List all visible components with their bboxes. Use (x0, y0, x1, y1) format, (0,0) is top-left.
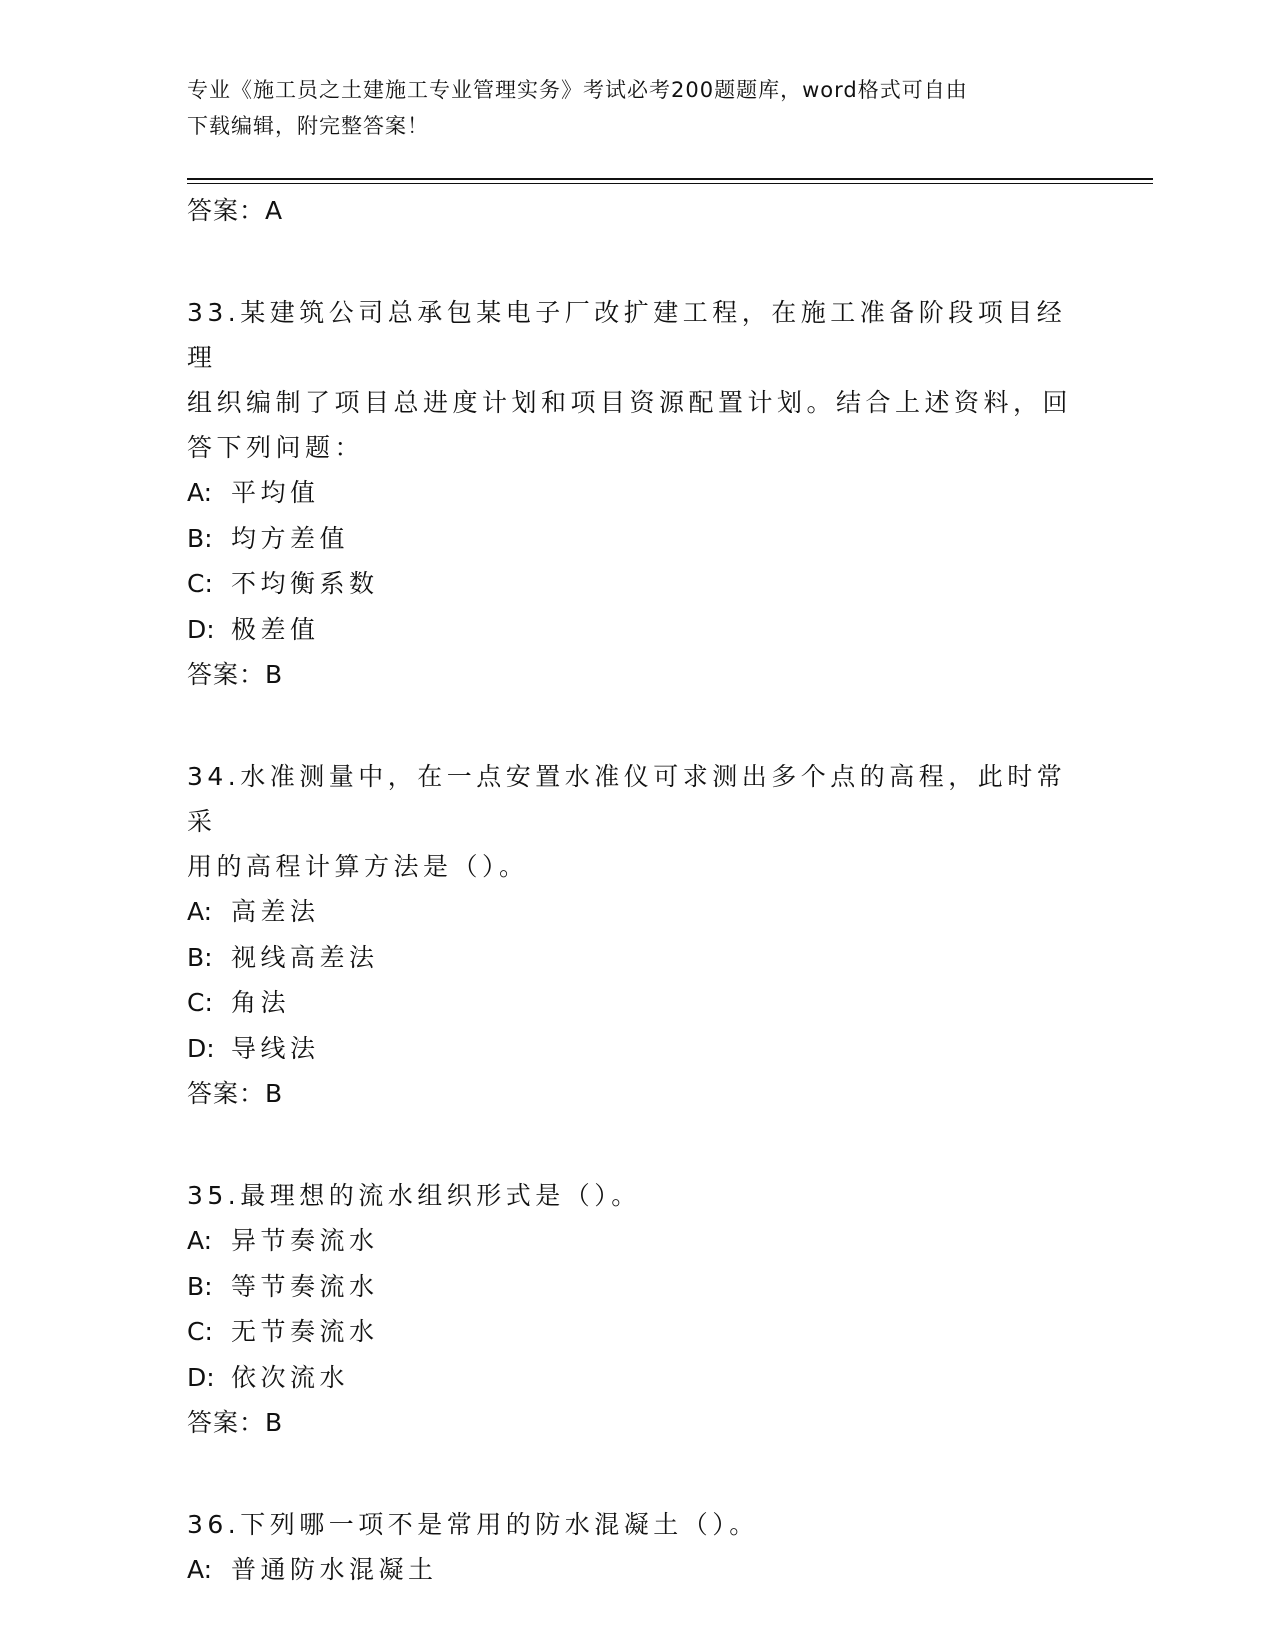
question-stem (187, 1173, 1087, 1218)
question-list (187, 188, 1087, 1593)
option-d (187, 1355, 1087, 1401)
answer-line: 答案：B (187, 660, 284, 689)
option-a (187, 889, 1087, 935)
option-label: B: (187, 523, 213, 553)
option-label: C: (187, 1317, 213, 1346)
option-text: 依次流水 (231, 1362, 350, 1392)
question-line: 组织编制了项目总进度计划和项目资源配置计划。结合上述资料，回 (187, 388, 1073, 417)
option-label: C: (187, 569, 213, 598)
option-text: 平均值 (231, 478, 320, 507)
option-text: 无节奏流水 (231, 1317, 379, 1346)
answer-line: 答案：B (187, 1408, 284, 1437)
question-stem (187, 754, 1087, 889)
option-text: 均方差值 (231, 523, 350, 553)
option-b (187, 935, 1087, 981)
option-label: A: (187, 478, 213, 507)
option-b (187, 516, 1087, 562)
option-label: D: (187, 1362, 215, 1392)
option-c (187, 980, 1087, 1026)
option-text: 不均衡系数 (231, 569, 379, 598)
option-text: 异节奏流水 (231, 1226, 379, 1255)
option-text: 导线法 (231, 1033, 320, 1063)
option-a (187, 1218, 1087, 1264)
option-d (187, 1026, 1087, 1072)
option-c (187, 561, 1087, 607)
option-text: 极差值 (231, 614, 320, 644)
header-divider-thick (187, 178, 1153, 180)
header-divider-thin (187, 183, 1153, 184)
question-line: 36.下列哪一项不是常用的防水混凝土（）。 (187, 1510, 759, 1539)
option-a (187, 1547, 1087, 1593)
option-text: 等节奏流水 (231, 1271, 379, 1301)
question-line: 33.某建筑公司总承包某电子厂改扩建工程，在施工准备阶段项目经理 (187, 298, 1067, 372)
option-label: D: (187, 614, 215, 644)
option-text: 普通防水混凝土 (231, 1555, 438, 1584)
option-label: A: (187, 1226, 213, 1255)
option-label: B: (187, 942, 213, 972)
option-label: B: (187, 1271, 213, 1301)
question-line: 用的高程计算方法是（）。 (187, 852, 529, 881)
option-d (187, 607, 1087, 653)
document-header (187, 72, 1067, 144)
header-line-1: 专业《施工员之土建施工专业管理实务》考试必考200题题库，word格式可自由 (187, 78, 968, 102)
header-line-2: 下载编辑，附完整答案！ (187, 114, 429, 138)
answer-line: 答案：B (187, 1079, 284, 1108)
option-label: D: (187, 1033, 215, 1063)
answer-line: 答案：A (187, 196, 284, 225)
question-block (187, 290, 1087, 698)
question-block (187, 1173, 1087, 1446)
option-c (187, 1309, 1087, 1355)
question-block (187, 1502, 1087, 1593)
question-line: 答下列问题： (187, 433, 365, 462)
option-label: A: (187, 1555, 213, 1584)
question-stem (187, 1502, 1087, 1547)
question-stem (187, 290, 1087, 470)
option-text: 视线高差法 (231, 942, 379, 972)
question-line: 35.最理想的流水组织形式是（）。 (187, 1181, 641, 1210)
option-label: A: (187, 897, 213, 926)
option-label: C: (187, 988, 213, 1017)
option-text: 角法 (231, 988, 291, 1017)
option-b (187, 1264, 1087, 1310)
question-line: 34.水准测量中，在一点安置水准仪可求测出多个点的高程，此时常采 (187, 762, 1067, 836)
question-block (187, 754, 1087, 1117)
option-text: 高差法 (231, 897, 320, 926)
option-a (187, 470, 1087, 516)
